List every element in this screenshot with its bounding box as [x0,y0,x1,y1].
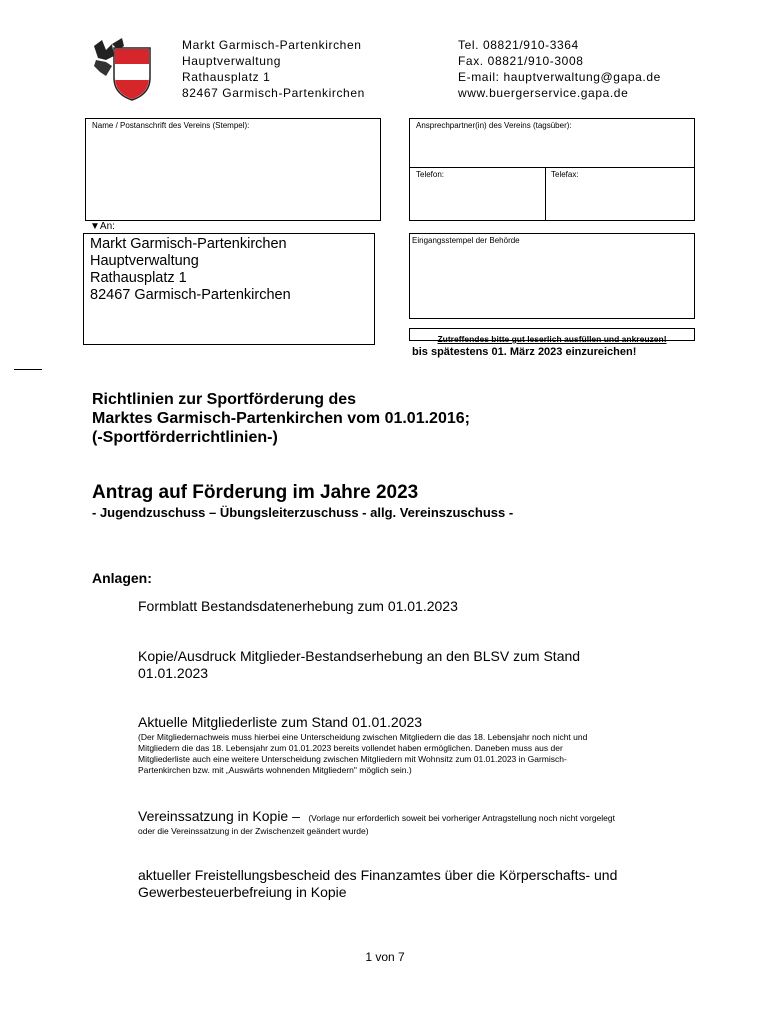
to-label: ▼An: [90,221,115,232]
contact-person-label: Ansprechpartner(in) des Vereins (tagsüber): [416,121,572,130]
recipient-line: Markt Garmisch-Partenkirchen [90,236,287,252]
recipient-line: 82467 Garmisch-Partenkirchen [90,287,291,303]
application-title: Antrag auf Förderung im Jahre 2023 [92,482,419,503]
coat-of-arms-logo [92,36,154,102]
org-line: Rathausplatz 1 [182,70,271,84]
attachment-line: Gewerbesteuerbefreiung in Kopie [138,884,347,900]
attachment-blsv-copy [138,648,580,682]
attachment-line: 01.01.2023 [138,665,209,681]
note-line: Partenkirchen bzw. mit „Auswärts wohnenden Mitgliedern" möglich sein.) [138,765,412,775]
guidelines-title [92,390,470,447]
contact-person-box [409,118,695,221]
attachment-title: Vereinssatzung in Kopie – [138,808,300,824]
recipient-address-box [83,233,375,345]
fax-label: Telefax: [551,170,579,179]
org-line: 82467 Garmisch-Partenkirchen [182,86,365,100]
fax-field[interactable] [546,167,694,221]
note-line: Mitgliederliste auch eine weitere Unterscheidung zwischen Mitgliedern mit Wohnsitz zum 01.01.2023 in Garmisch- [138,754,567,764]
recipient-line: Rathausplatz 1 [90,270,187,286]
email-link[interactable]: E-mail: hauptverwaltung@gapa.de [458,70,661,84]
phone-label: Telefon: [416,170,445,179]
guidelines-line: (-Sportförderrichtlinien-) [92,429,278,446]
attachment-title: Aktuelle Mitgliederliste zum Stand 01.01.2023 [138,714,423,730]
attachment-member-list [138,714,587,776]
phone-field[interactable] [410,167,544,221]
website-link[interactable]: www.buergerservice.gapa.de [458,86,629,100]
recipient-address [90,236,291,304]
org-line: Hauptverwaltung [182,54,282,68]
guidelines-line: Marktes Garmisch-Partenkirchen vom 01.01.2016; [92,410,470,427]
attachment-tax-exemption [138,867,617,901]
note-line: oder die Vereinssatzung in der Zwischenzeit geändert wurde) [138,826,369,836]
attachment-statutes [138,808,615,837]
attachment-line: Kopie/Ausdruck Mitglieder-Bestandserhebung an den BLSV zum Stand [138,648,581,664]
phone-text: Tel. 08821/910-3364 [458,38,579,52]
organization-address [182,37,365,101]
attachment-inventory-form: Formblatt Bestandsdatenerhebung zum 01.01.2023 [138,598,458,614]
application-subtitle: - Jugendzuschuss – Übungsleiterzuschuss - allg. Vereinszuschuss - [92,505,514,520]
attachment-line: aktueller Freistellungsbescheid des Finanzamtes über die Körperschafts- und [138,867,618,883]
fax-text: Fax. 08821/910-3008 [458,54,584,68]
note-line: (Der Mitgliedernachweis muss hierbei eine Unterscheidung zwischen Mitgliedern die das 18. Lebensjahr noch nicht und [138,732,588,742]
attachment-note [138,732,587,776]
club-name-field[interactable] [85,118,381,221]
office-stamp-box [409,233,695,319]
attachments-heading: Anlagen: [92,570,152,586]
guidelines-line: Richtlinien zur Sportförderung des [92,391,357,408]
office-stamp-label: Eingangsstempel der Behörde [412,236,520,245]
note-line: Mitgliedern die das 18. Lebensjahr zum 01.01.2023 bereits vollendet haben ermöglichen. Daneben muss aus der [138,743,563,753]
deadline-text: bis spätestens 01. März 2023 einzureichen! [412,346,637,358]
fill-hint [409,328,695,344]
fold-mark [14,369,42,370]
club-name-label: Name / Postanschrift des Vereins (Stempel): [92,121,250,130]
note-line: (Vorlage nur erforderlich soweit bei vorheriger Antragstellung noch nicht vorgelegt [308,813,615,823]
recipient-line: Hauptverwaltung [90,253,199,269]
contact-info [458,37,661,101]
fill-hint-text: Zutreffendes bitte gut leserlich ausfüllen und ankreuzen! [437,334,667,344]
page-number: 1 von 7 [365,950,405,964]
org-line: Markt Garmisch-Partenkirchen [182,38,362,52]
